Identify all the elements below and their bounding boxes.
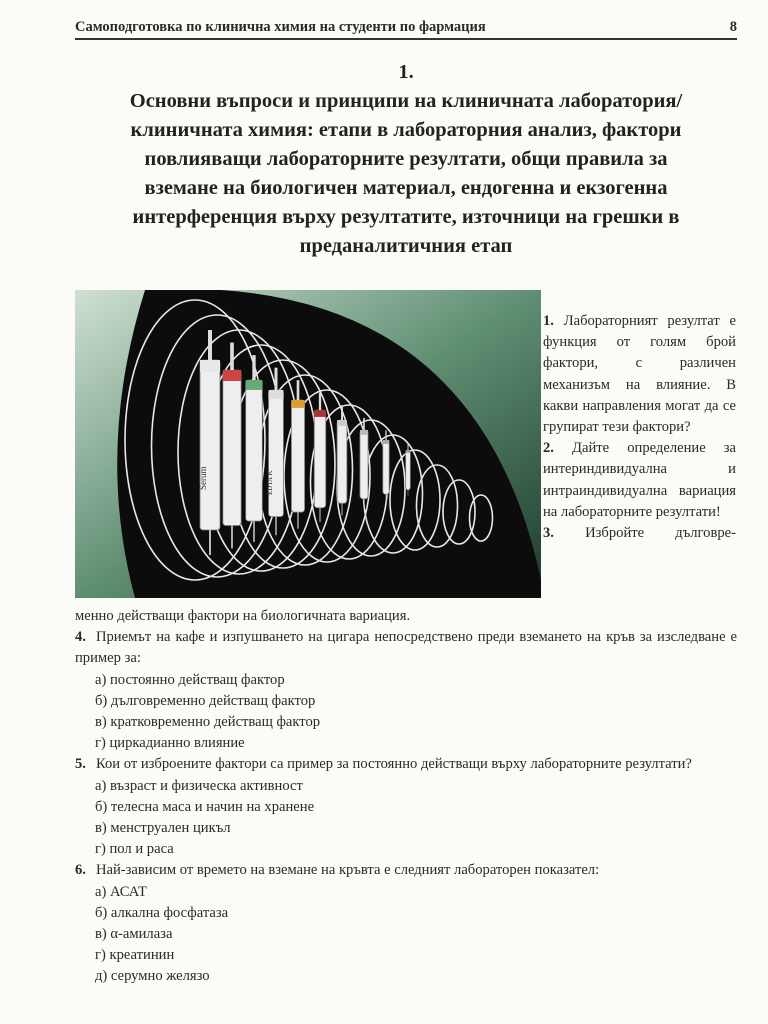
blood-tube: [360, 418, 368, 509]
tube-label: Serum: [198, 466, 208, 490]
tube-label: EDTA K: [266, 470, 274, 495]
page-number: 8: [729, 19, 737, 35]
running-header: [75, 18, 737, 40]
blood-tube: [337, 405, 347, 515]
answer-option: в) кратковременно действащ фактор: [95, 714, 321, 731]
question-2: 2. Дайте определение за интериндивидуална и интраиндивидуална вариация на лабораторните резултати!: [543, 440, 736, 520]
answer-option: б) телесна маса и начин на хранене: [95, 798, 315, 815]
running-title: Самоподготовка по клинична химия на студенти по фармация: [75, 19, 486, 35]
blood-tube: [200, 330, 220, 555]
title-line: интерференция върху резултатите, източници на грешки в: [132, 206, 680, 228]
answer-option: д) серумно желязо: [95, 968, 210, 985]
blood-tube: [383, 430, 389, 502]
blood-tube: [269, 368, 284, 536]
blood-tubes-illustration: [75, 290, 541, 598]
answer-option: в) менструален цикъл: [95, 820, 231, 837]
title-line: повлияващи лабораторните резултати, общи правила за: [144, 148, 668, 170]
blood-tube: [291, 380, 304, 529]
chapter-title: [75, 58, 737, 261]
blood-tube: [246, 355, 263, 542]
answer-option: а) АСАТ: [95, 883, 147, 900]
chapter-number: 1.: [398, 61, 414, 83]
answer-option: а) възраст и физическа активност: [95, 777, 303, 794]
answer-option: а) постоянно действащ фактор: [95, 671, 285, 688]
answer-option: в) α-амилаза: [95, 926, 173, 943]
blood-tube: [406, 443, 411, 496]
question-list: [75, 606, 737, 988]
question-4: 4. Приемът на кафе и изпушването на цигара непосредствено преди вземането на кръв за изследване е пример за:: [75, 629, 737, 667]
answer-option: г) циркадианно влияние: [95, 735, 245, 752]
blood-tube: [314, 393, 326, 522]
answer-option: г) креатинин: [95, 947, 175, 964]
sidebar-questions: [543, 311, 736, 544]
answer-option: г) пол и раса: [95, 841, 174, 858]
blood-tube: [223, 343, 241, 549]
question-6: 6. Най-зависим от времето на вземане на кръвта е следният лабораторен показател:: [75, 862, 600, 879]
title-line: преданалитичния етап: [299, 235, 513, 257]
question-1: 1. Лабораторният резултат е функция от голям брой фактори, с различен механизъм на влияние. В какви направления могат да се групират тези фактори?: [543, 313, 736, 436]
question-5: 5. Кои от изброените фактори са пример за постоянно действащи върху лабораторните резултати?: [75, 756, 692, 773]
question-3-continued: менно действащи фактори на биологичната вариация.: [75, 608, 411, 624]
question-3: 3. Избройте дълговре-: [543, 525, 736, 542]
answer-option: б) дълговременно действащ фактор: [95, 692, 316, 709]
title-line: Основни въпроси и принципи на клиничната лаборатория/: [129, 90, 683, 112]
answer-option: б) алкална фосфатаза: [95, 904, 229, 921]
title-line: вземане на биологичен материал, ендогенна и екзогенна: [144, 177, 668, 199]
title-line: клиничната химия: етапи в лабораторния анализ, фактори: [130, 119, 682, 141]
